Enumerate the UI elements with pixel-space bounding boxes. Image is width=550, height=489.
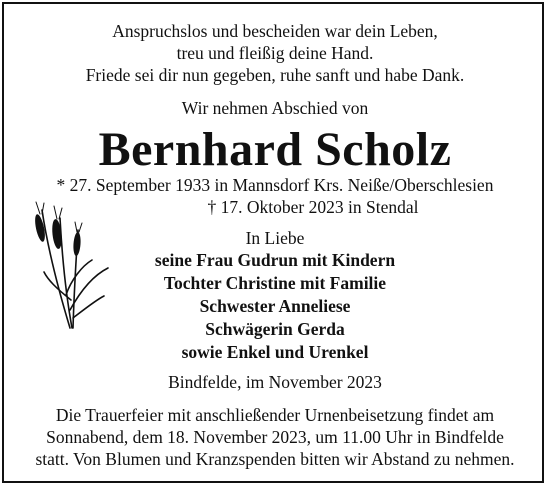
mourner-line-3: Schwester Anneliese — [199, 296, 351, 316]
death-line: † 17. Oktober 2023 in Stendal — [207, 197, 419, 217]
mourners-header: In Liebe — [245, 228, 305, 248]
mourner-line-2: Tochter Christine mit Familie — [163, 273, 387, 293]
poem-line-1: Anspruchslos und bescheiden war dein Leben, — [112, 21, 438, 41]
deceased-name: Bernhard Scholz — [98, 123, 452, 176]
poem-line-2: treu und fleißig deine Hand. — [176, 43, 374, 63]
mourner-line-5: sowie Enkel und Urenkel — [181, 342, 369, 362]
birth-line: * 27. September 1933 in Mannsdorf Krs. Neiße/Oberschlesien — [56, 175, 494, 195]
notice-line-1: Die Trauerfeier mit anschließender Urnenbeisetzung findet am — [55, 405, 495, 425]
mourner-line-1: seine Frau Gudrun mit Kindern — [154, 250, 396, 270]
notice-line-2: Sonnabend, dem 18. November 2023, um 11.00 Uhr in Bindfelde — [46, 427, 504, 447]
poem-line-3: Friede sei dir nun gegeben, ruhe sanft und habe Dank. — [85, 65, 465, 85]
notice-line-3: statt. Von Blumen und Kranzspenden bitten wir Abstand zu nehmen. — [35, 449, 515, 469]
place-date: Bindfelde, im November 2023 — [168, 372, 382, 392]
mourner-line-4: Schwägerin Gerda — [205, 319, 345, 339]
farewell-intro: Wir nehmen Abschied von — [181, 98, 369, 118]
